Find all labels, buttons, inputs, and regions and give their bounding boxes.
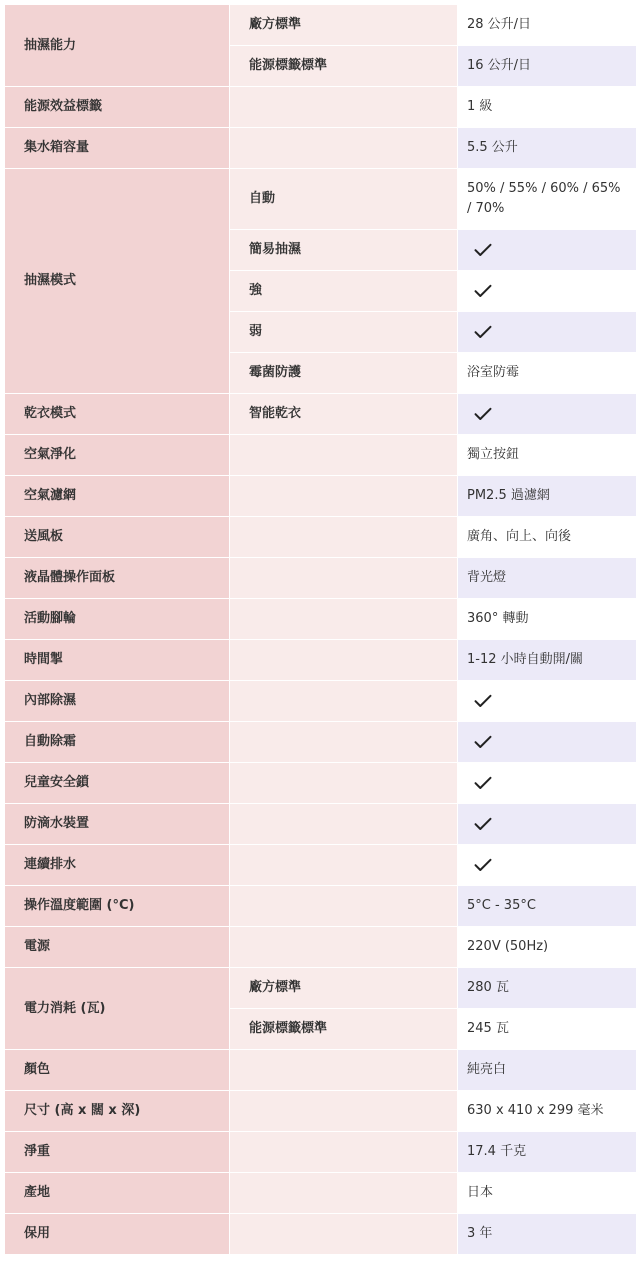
- row-sub-label: 能源標籤標準: [230, 1009, 458, 1050]
- row-label: 抽濕模式: [5, 169, 230, 394]
- row-value: [458, 681, 636, 722]
- checkmark-icon: [474, 858, 492, 872]
- row-sub-label: 霉菌防護: [230, 353, 458, 394]
- table-row: [5, 128, 636, 169]
- row-sub-label: [230, 640, 458, 681]
- checkmark-icon: [474, 694, 492, 708]
- table-row: [5, 804, 636, 845]
- row-sub-label: [230, 681, 458, 722]
- row-value: 17.4 千克: [458, 1132, 636, 1173]
- table-row: [5, 435, 636, 476]
- table-row: [5, 517, 636, 558]
- row-value: 5.5 公升: [458, 128, 636, 169]
- table-row: [5, 968, 636, 1009]
- row-value: 280 瓦: [458, 968, 636, 1009]
- table-row: [5, 5, 636, 46]
- row-label: 顏色: [5, 1050, 230, 1091]
- row-value: 日本: [458, 1173, 636, 1214]
- table-row: [5, 1050, 636, 1091]
- checkmark-icon: [474, 243, 492, 257]
- checkmark-icon: [474, 735, 492, 749]
- checkmark-icon: [474, 284, 492, 298]
- row-label: 自動除霜: [5, 722, 230, 763]
- row-sub-label: 弱: [230, 312, 458, 353]
- row-value: [458, 763, 636, 804]
- row-sub-label: [230, 1132, 458, 1173]
- row-sub-label: [230, 128, 458, 169]
- row-value: 630 x 410 x 299 毫米: [458, 1091, 636, 1132]
- row-sub-label: [230, 1050, 458, 1091]
- row-label: 集水箱容量: [5, 128, 230, 169]
- row-label: 液晶體操作面板: [5, 558, 230, 599]
- row-sub-label: [230, 1214, 458, 1255]
- row-sub-label: 廠方標準: [230, 5, 458, 46]
- table-row: [5, 1132, 636, 1173]
- row-label: 兒童安全鎖: [5, 763, 230, 804]
- table-row: [5, 927, 636, 968]
- row-label: 防滴水裝置: [5, 804, 230, 845]
- table-row: [5, 1214, 636, 1255]
- row-value: 50% / 55% / 60% / 65% / 70%: [458, 169, 636, 230]
- row-sub-label: 廠方標準: [230, 968, 458, 1009]
- row-label: 操作溫度範圍 (°C): [5, 886, 230, 927]
- row-label: 尺寸 (高 x 闊 x 深): [5, 1091, 230, 1132]
- row-label: 抽濕能力: [5, 5, 230, 87]
- row-label: 活動腳輪: [5, 599, 230, 640]
- row-value: 背光燈: [458, 558, 636, 599]
- table-row: [5, 169, 636, 230]
- row-value: 5°C - 35°C: [458, 886, 636, 927]
- row-sub-label: [230, 435, 458, 476]
- row-value: 廣角、向上、向後: [458, 517, 636, 558]
- table-row: [5, 845, 636, 886]
- spec-table: [5, 5, 636, 1255]
- row-label: 電力消耗 (瓦): [5, 968, 230, 1050]
- row-value: PM2.5 過濾網: [458, 476, 636, 517]
- row-value: [458, 804, 636, 845]
- row-label: 乾衣模式: [5, 394, 230, 435]
- table-row: [5, 886, 636, 927]
- table-row: [5, 640, 636, 681]
- row-sub-label: [230, 886, 458, 927]
- row-value: 純亮白: [458, 1050, 636, 1091]
- row-value: [458, 722, 636, 763]
- row-label: 送風板: [5, 517, 230, 558]
- row-sub-label: [230, 558, 458, 599]
- table-row: [5, 1091, 636, 1132]
- row-sub-label: [230, 1173, 458, 1214]
- row-label: 空氣淨化: [5, 435, 230, 476]
- row-label: 保用: [5, 1214, 230, 1255]
- row-label: 產地: [5, 1173, 230, 1214]
- row-sub-label: [230, 722, 458, 763]
- row-value: [458, 394, 636, 435]
- row-value: 245 瓦: [458, 1009, 636, 1050]
- table-row: [5, 681, 636, 722]
- row-sub-label: 簡易抽濕: [230, 230, 458, 271]
- row-sub-label: [230, 87, 458, 128]
- table-row: [5, 394, 636, 435]
- row-value: 1 級: [458, 87, 636, 128]
- row-value: 16 公升/日: [458, 46, 636, 87]
- row-label: 空氣濾網: [5, 476, 230, 517]
- checkmark-icon: [474, 325, 492, 339]
- row-label: 內部除濕: [5, 681, 230, 722]
- row-sub-label: [230, 517, 458, 558]
- checkmark-icon: [474, 407, 492, 421]
- row-label: 淨重: [5, 1132, 230, 1173]
- row-sub-label: 自動: [230, 169, 458, 230]
- checkmark-icon: [474, 817, 492, 831]
- table-row: [5, 558, 636, 599]
- table-row: [5, 87, 636, 128]
- table-row: [5, 599, 636, 640]
- row-sub-label: [230, 804, 458, 845]
- row-sub-label: [230, 927, 458, 968]
- row-label: 連續排水: [5, 845, 230, 886]
- row-value: [458, 845, 636, 886]
- row-sub-label: [230, 476, 458, 517]
- table-row: [5, 722, 636, 763]
- row-value: [458, 271, 636, 312]
- row-value: [458, 230, 636, 271]
- row-sub-label: 能源標籤標準: [230, 46, 458, 87]
- row-value: 28 公升/日: [458, 5, 636, 46]
- row-sub-label: [230, 1091, 458, 1132]
- table-row: [5, 476, 636, 517]
- row-sub-label: [230, 763, 458, 804]
- row-label: 能源效益標籤: [5, 87, 230, 128]
- row-value: 3 年: [458, 1214, 636, 1255]
- row-value: 220V (50Hz): [458, 927, 636, 968]
- table-row: [5, 1173, 636, 1214]
- table-row: [5, 763, 636, 804]
- row-sub-label: [230, 599, 458, 640]
- row-label: 時間掣: [5, 640, 230, 681]
- checkmark-icon: [474, 776, 492, 790]
- row-value: 獨立按鈕: [458, 435, 636, 476]
- row-value: 360° 轉動: [458, 599, 636, 640]
- row-value: 1-12 小時自動開/關: [458, 640, 636, 681]
- row-value: [458, 312, 636, 353]
- row-value: 浴室防霉: [458, 353, 636, 394]
- row-label: 電源: [5, 927, 230, 968]
- row-sub-label: 智能乾衣: [230, 394, 458, 435]
- row-sub-label: 強: [230, 271, 458, 312]
- row-sub-label: [230, 845, 458, 886]
